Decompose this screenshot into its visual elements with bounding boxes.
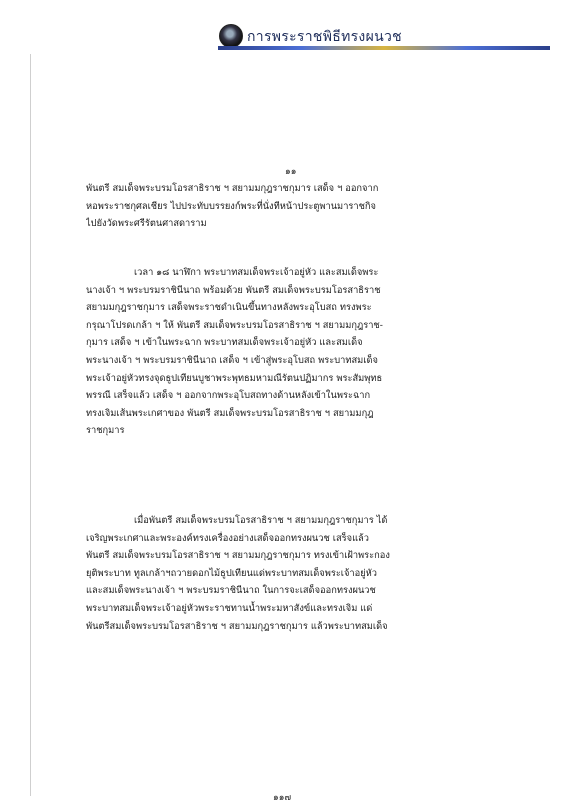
page-header (0, 0, 574, 60)
text-line: สยามมกุฎราชกุมาร เสด็จพระราชดำเนินขึ้นทางหลังพระอุโบสถ ทรงพระ (86, 302, 372, 314)
text-line: กรุณาโปรดเกล้า ฯ ให้ พันตรี สมเด็จพระบรมโอรสาธิราช ฯ สยามมกุฎราช- (86, 319, 383, 331)
royal-emblem-icon (219, 24, 243, 48)
header-rule (218, 46, 550, 50)
text-line: พรรณี เสร็จแล้ว เสด็จ ฯ ออกจากพระอุโบสถทางด้านหลังเข้าในพระฉาก (86, 390, 371, 402)
text-line: เมื่อพันตรี สมเด็จพระบรมโอรสาธิราช ฯ สยามมกุฎราชกุมาร ได้ (134, 515, 388, 526)
text-line: และสมเด็จพระนางเจ้า ฯ พระบรมราชินีนาถ ในการจะเสด็จออกทรงผนวช (86, 585, 376, 597)
paragraph-3 (86, 512, 486, 635)
text-line: เจริญพระเกศาและพระองค์ทรงเครื่องอย่างเสด็จออกทรงผนวช เสร็จแล้ว (86, 532, 369, 544)
paragraph-1 (86, 180, 486, 233)
text-line: พันตรี สมเด็จพระบรมโอรสาธิราช ฯ สยามมกุฎราชกุมาร เสด็จ ฯ ออกจาก (86, 183, 379, 194)
text-line: เวลา ๑๘ นาฬิกา พระบาทสมเด็จพระเจ้าอยู่หัว และสมเด็จพระ (134, 267, 379, 278)
text-line: หอพระราชกุศลเชียร ไปประทับบรรยงก์พระที่นั่งทีหน้าประตูพานมาราชกิจ (86, 200, 377, 212)
text-line: ไปยังวัดพระศรีรัตนศาสดาราม (86, 218, 207, 230)
page-left-border (30, 54, 31, 796)
page-number-bottom: ๑๑๗ (273, 793, 292, 803)
text-line: นางเจ้า ฯ พระบรมราชินีนาถ พร้อมด้วย พันตรี สมเด็จพระบรมโอรสาธิราช (86, 284, 381, 296)
text-line: ทรงเจิมเส้นพระเกศาของ พันตรี สมเด็จพระบรมโอรสาธิราช ฯ สยามมกุฎ (86, 407, 374, 419)
text-line: พระนางเจ้า ฯ พระบรมราชินีนาถ เสด็จ ฯ เข้าสู่พระอุโบสถ พระบาทสมเด็จ (86, 354, 378, 366)
text-line: พันตรี สมเด็จพระบรมโอรสาธิราช ฯ สยามมกุฎราชกุมาร ทรงเข้าเฝ้าพระกอง (86, 550, 390, 562)
paragraph-2 (86, 264, 486, 440)
text-line: กุมาร เสด็จ ฯ เข้าในพระฉาก พระบาทสมเด็จพระเจ้าอยู่หัว และสมเด็จ (86, 337, 363, 349)
text-line: พันตรีสมเด็จพระบรมโอรสาธิราช ฯ สยามมกุฎราชกุมาร แล้วพระบาทสมเด็จ (86, 620, 388, 632)
header-title: การพระราชพิธีทรงผนวช (247, 29, 402, 45)
text-line: พระบาทสมเด็จพระเจ้าอยู่หัวพระราชทานน้ำพระมหาสังข์และทรงเจิม แด่ (86, 602, 373, 614)
page-number-top: ๑๑ (285, 167, 297, 177)
text-line: ยุติพระบาท ทูลเกล้าฯถวายดอกไม้ธูปเทียนแด่พระบาทสมเด็จพระเจ้าอยู่หัว (86, 567, 378, 579)
text-line: ราชกุมาร (86, 425, 125, 437)
text-line: พระเจ้าอยู่หัวทรงจุดธูปเทียนบูชาพระพุทธมหามณีรัตนปฏิมากร พระสัมพุทธ (86, 372, 383, 384)
